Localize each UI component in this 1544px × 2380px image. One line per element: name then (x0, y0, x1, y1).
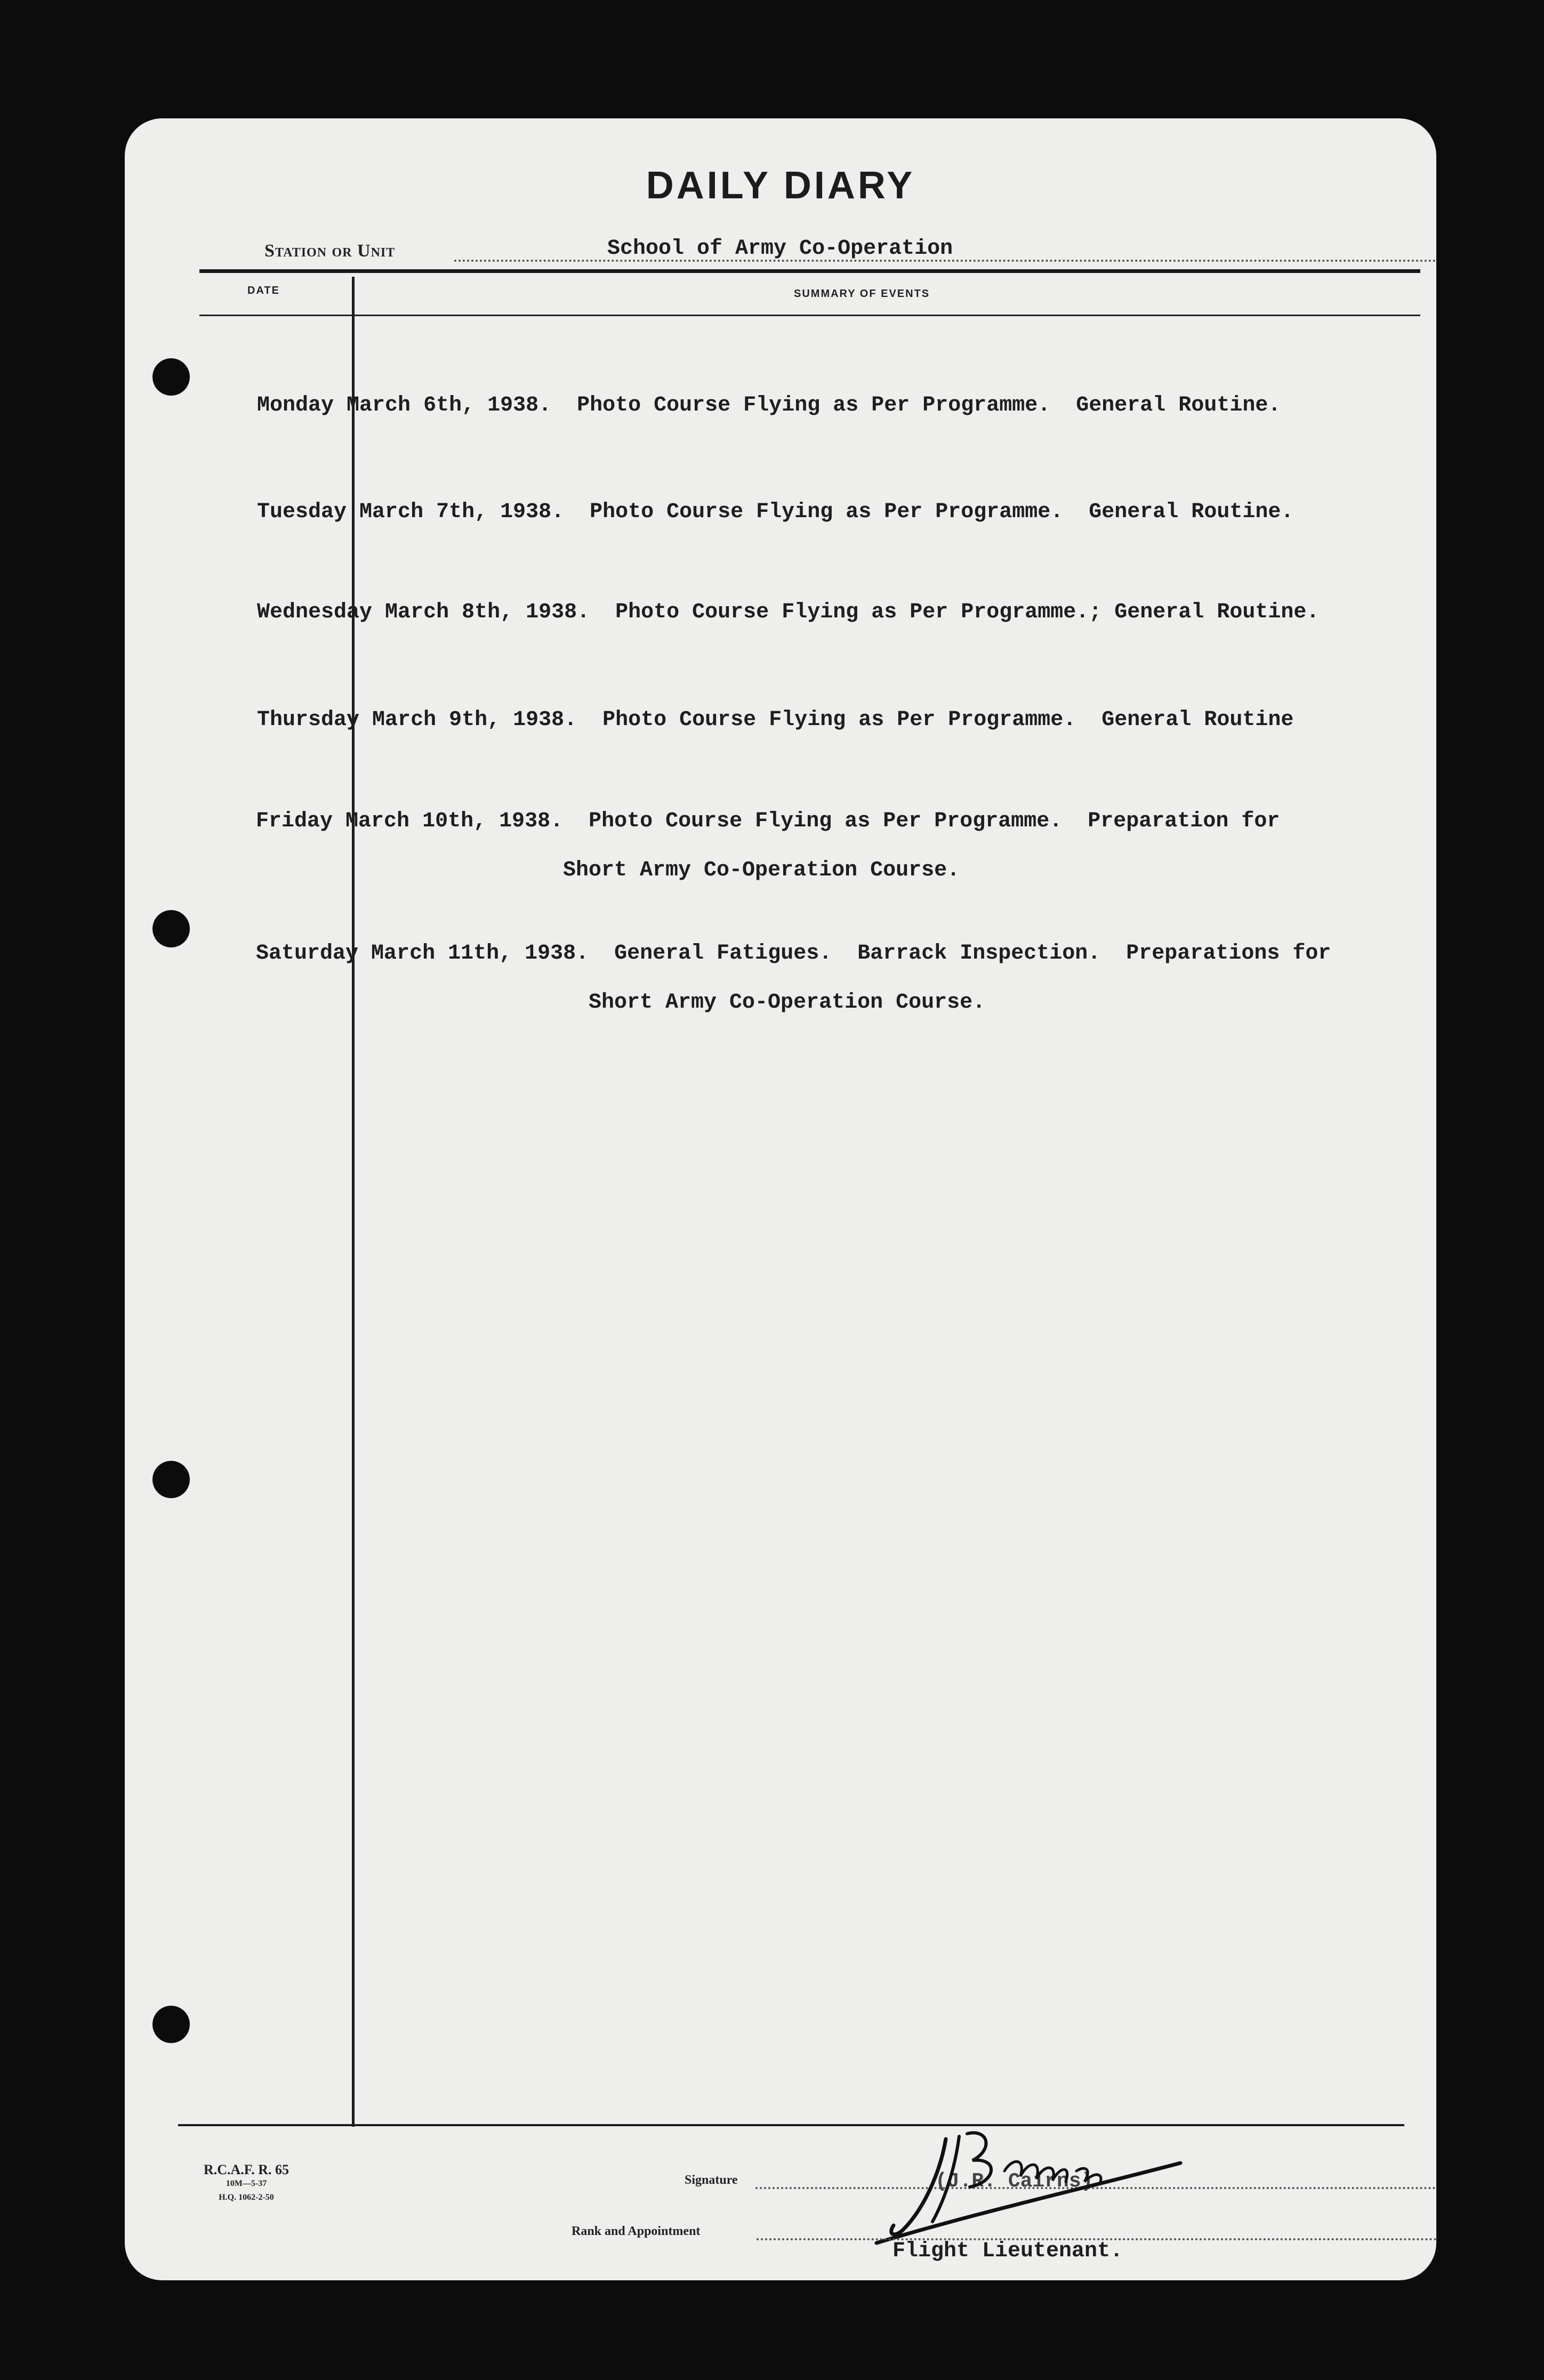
footer-rule (178, 2124, 1404, 2126)
station-value: School of Army Co-Operation (607, 237, 953, 261)
diary-entry (206, 476, 1293, 549)
diary-entry (206, 684, 1293, 757)
entry-date: Thursday March 9th, 1938. (257, 708, 577, 732)
binder-hole (152, 2006, 190, 2043)
page-title: DAILY DIARY (646, 164, 915, 207)
entry-text: Photo Course Flying as Per Programme.; General Routine. (615, 600, 1320, 624)
header-rule (199, 269, 1420, 273)
diary-sheet (125, 118, 1436, 2280)
rank-value: Flight Lieutenant. (892, 2239, 1123, 2263)
entry-date: Tuesday March 7th, 1938. (257, 500, 565, 524)
entry-text-continued: Short Army Co-Operation Course. (589, 991, 986, 1015)
signature-label: Signature (685, 2173, 738, 2187)
date-column-divider (352, 277, 355, 2127)
binder-hole (152, 358, 190, 396)
entry-date: Monday March 6th, 1938. (257, 393, 552, 417)
rank-label: Rank and Appointment (572, 2224, 701, 2238)
form-print-code: 10M—5-37 (226, 2179, 267, 2188)
date-column-header: DATE (247, 285, 280, 296)
entry-date: Saturday March 11th, 1938. (256, 942, 589, 966)
entry-date: Friday March 10th, 1938. (256, 809, 564, 833)
form-hq-code: H.Q. 1062-2-50 (219, 2193, 274, 2202)
diary-entry (205, 785, 1280, 932)
binder-hole (152, 910, 190, 947)
entry-text: Photo Course Flying as Per Programme. Preparation for (589, 809, 1280, 833)
station-label: Station or Unit (264, 241, 396, 261)
binder-hole (152, 1461, 190, 1498)
form-identifier (177, 2163, 316, 2205)
entry-text: General Fatigues. Barrack Inspection. Preparations for (614, 942, 1331, 966)
column-header-rule (199, 315, 1420, 316)
summary-column-header: SUMMARY OF EVENTS (794, 288, 930, 300)
entry-text-continued: Short Army Co-Operation Course. (563, 858, 960, 882)
handwritten-signature (866, 2107, 1196, 2256)
diary-entry (206, 369, 1281, 443)
diary-entry (206, 576, 1319, 649)
entry-date: Wednesday March 8th, 1938. (257, 600, 590, 624)
signature-typed-name: (J.R. Cairns) (935, 2170, 1093, 2193)
form-number: R.C.A.F. R. 65 (203, 2162, 290, 2177)
entry-text: Photo Course Flying as Per Programme. General Routine. (590, 500, 1294, 524)
entry-text: Photo Course Flying as Per Programme. General Routine (602, 708, 1294, 732)
entry-text: Photo Course Flying as Per Programme. General Routine. (577, 393, 1281, 417)
diary-entry (205, 917, 1331, 1064)
